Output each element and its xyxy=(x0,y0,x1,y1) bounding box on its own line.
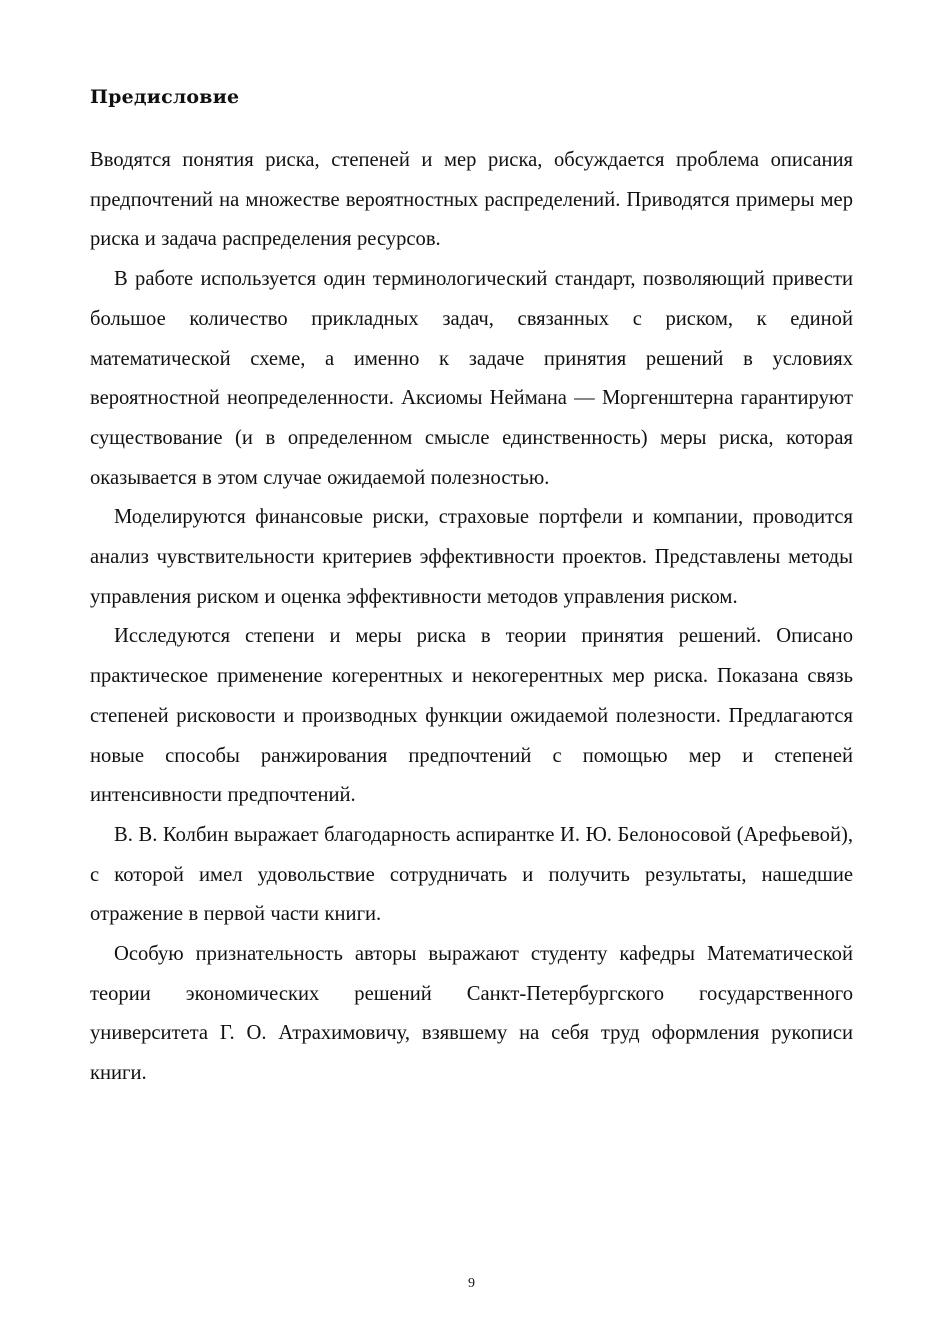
paragraph: Исследуются степени и меры риска в теории принятия решений. Описано практическое применение когерентных и некогерентных мер риска. Показана связь степеней рисковости и производных функции ожидаемой полезности. Предлагаются новые способы ранжирования предпочтений с помощью мер и степеней интенсивности предпочтений. xyxy=(90,625,853,807)
body-text xyxy=(90,141,853,1094)
page-number: 9 xyxy=(468,1276,475,1291)
paragraph: В. В. Колбин выражает благодарность аспирантке И. Ю. Белоносовой (Арефьевой), с которой имел удовольствие сотрудничать и получить результаты, нашедшие отражение в первой части книги. xyxy=(90,823,853,926)
section-heading: Предисловие xyxy=(90,86,240,108)
paragraph: Моделируются финансовые риски, страховые портфели и компании, проводится анализ чувствительности критериев эффективности проектов. Представлены методы управления риском и оценка эффективности методов управления риском. xyxy=(90,506,853,608)
paragraph: Вводятся понятия риска, степеней и мер риска, обсуждается проблема описания предпочтений на множестве вероятностных распределений. Приводятся примеры мер риска и задача распределения ресурсов. xyxy=(90,149,853,251)
paragraph: Особую признательность авторы выражают студенту кафедры Математической теории экономических решений Санкт-Петербургского государственного университета Г. О. Атрахимовичу, взявшему на себя труд оформления рукописи книги. xyxy=(90,943,853,1085)
paragraph: В работе используется один терминологический стандарт, позволяющий привести большое количество прикладных задач, связанных с риском, к единой математической схеме, а именно к задаче принятия решений в условиях вероятностной неопределенности. Аксиомы Неймана — Моргенштерна гарантируют существование (и в определенном смысле единственность) меры риска, которая оказывается в этом случае ожидаемой полезностью. xyxy=(90,268,853,489)
